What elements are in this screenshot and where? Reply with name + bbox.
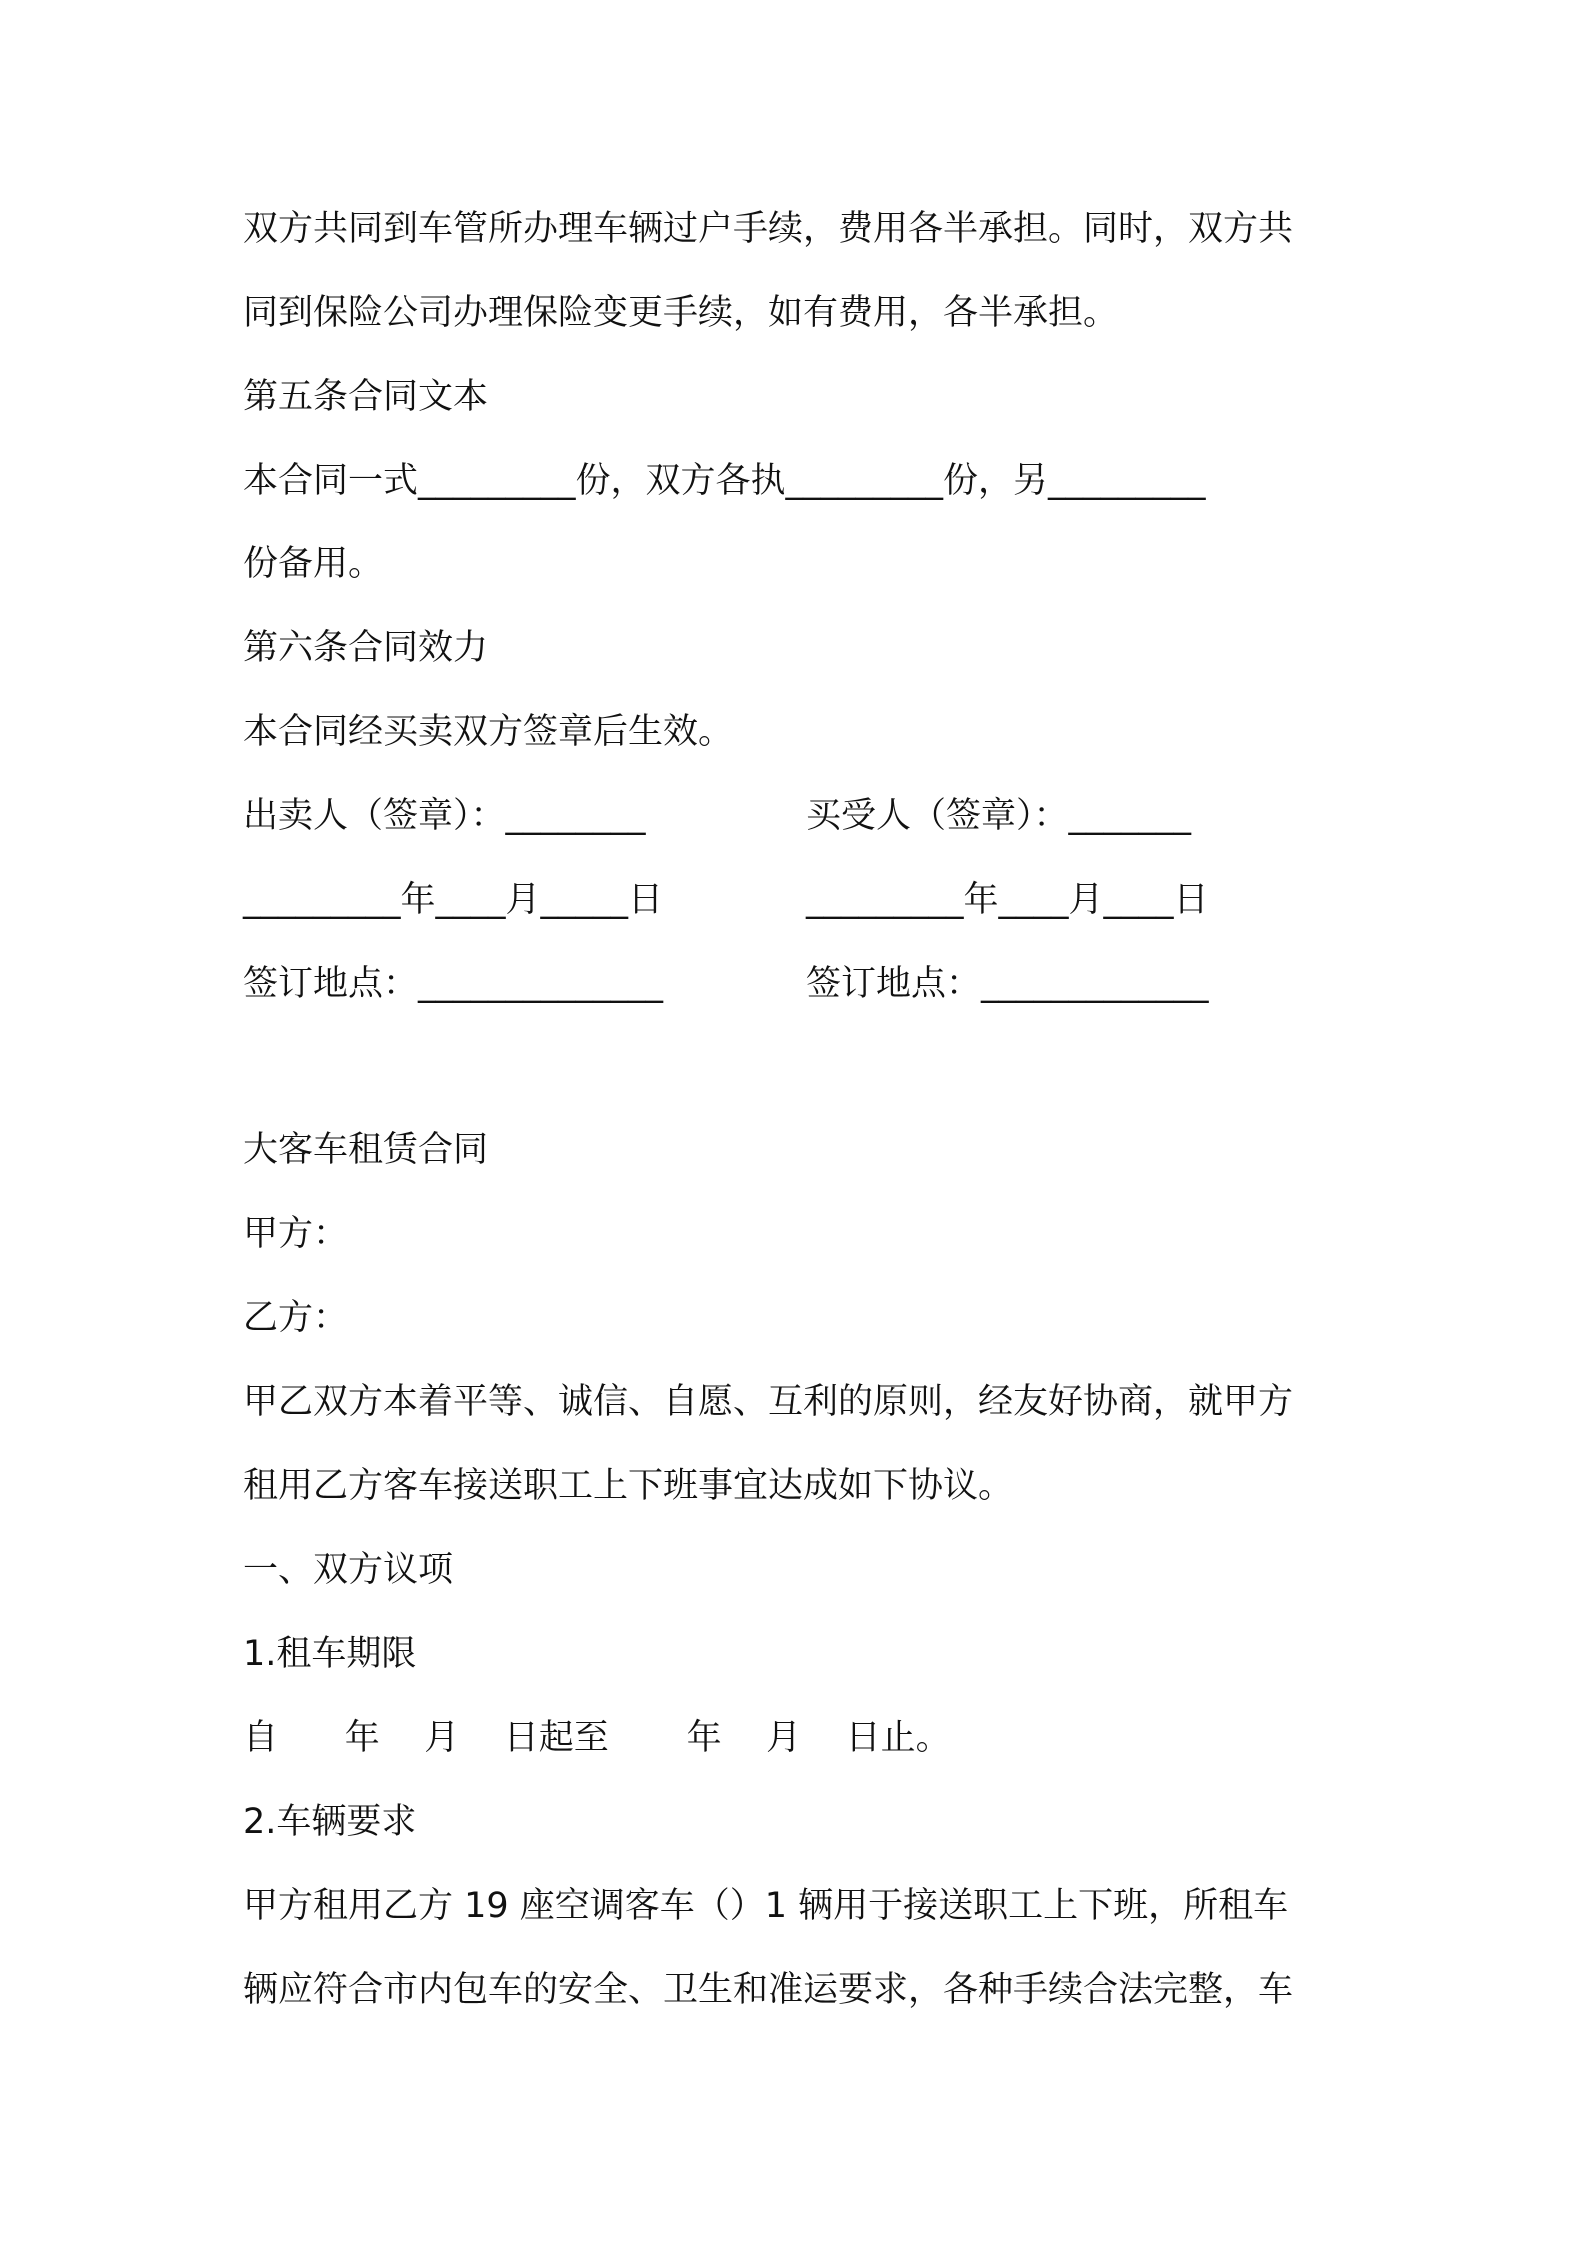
- buyer-place-field: 签订地点：_____________: [806, 964, 1209, 1004]
- seller-signature-field: 出卖人（签章）：________: [243, 796, 646, 836]
- contract-title: 大客车租赁合同: [243, 1130, 489, 1170]
- buyer-date-field: _________年____月____日: [806, 880, 1209, 920]
- item-1-title: 1.租车期限: [243, 1634, 417, 1674]
- party-b-label: 乙方：: [243, 1298, 349, 1338]
- section-heading: 一、双方议项: [243, 1550, 454, 1590]
- article-6-text: 本合同经买卖双方签章后生效。: [243, 712, 734, 752]
- article-5-line: 份备用。: [243, 544, 384, 584]
- item-1-text: 自 年 月 日起至 年 月 日止。: [243, 1718, 951, 1758]
- article-6-title: 第六条合同效力: [243, 628, 489, 668]
- buyer-signature-field: 买受人（签章）：_______: [806, 796, 1192, 836]
- seller-place-field: 签订地点：______________: [243, 964, 664, 1004]
- item-2-title: 2.车辆要求: [243, 1802, 417, 1842]
- paragraph-line: 同到保险公司办理保险变更手续，如有费用，各半承担。: [243, 293, 1119, 333]
- article-5-title: 第五条合同文本: [243, 377, 489, 417]
- item-2-line: 辆应符合市内包车的安全、卫生和准运要求，各种手续合法完整，车: [243, 1970, 1294, 2010]
- party-a-label: 甲方：: [243, 1214, 349, 1254]
- seller-date-field: _________年____月_____日: [243, 880, 664, 920]
- item-2-line: 甲方租用乙方 19 座空调客车（）1 辆用于接送职工上下班，所租车: [243, 1886, 1289, 1926]
- intro-line: 租用乙方客车接送职工上下班事宜达成如下协议。: [243, 1466, 1014, 1506]
- paragraph-line: 双方共同到车管所办理车辆过户手续，费用各半承担。同时，双方共: [243, 209, 1294, 249]
- intro-line: 甲乙双方本着平等、诚信、自愿、互利的原则，经友好协商，就甲方: [243, 1382, 1294, 1422]
- article-5-line: 本合同一式_________份，双方各执_________份，另_________: [243, 461, 1206, 501]
